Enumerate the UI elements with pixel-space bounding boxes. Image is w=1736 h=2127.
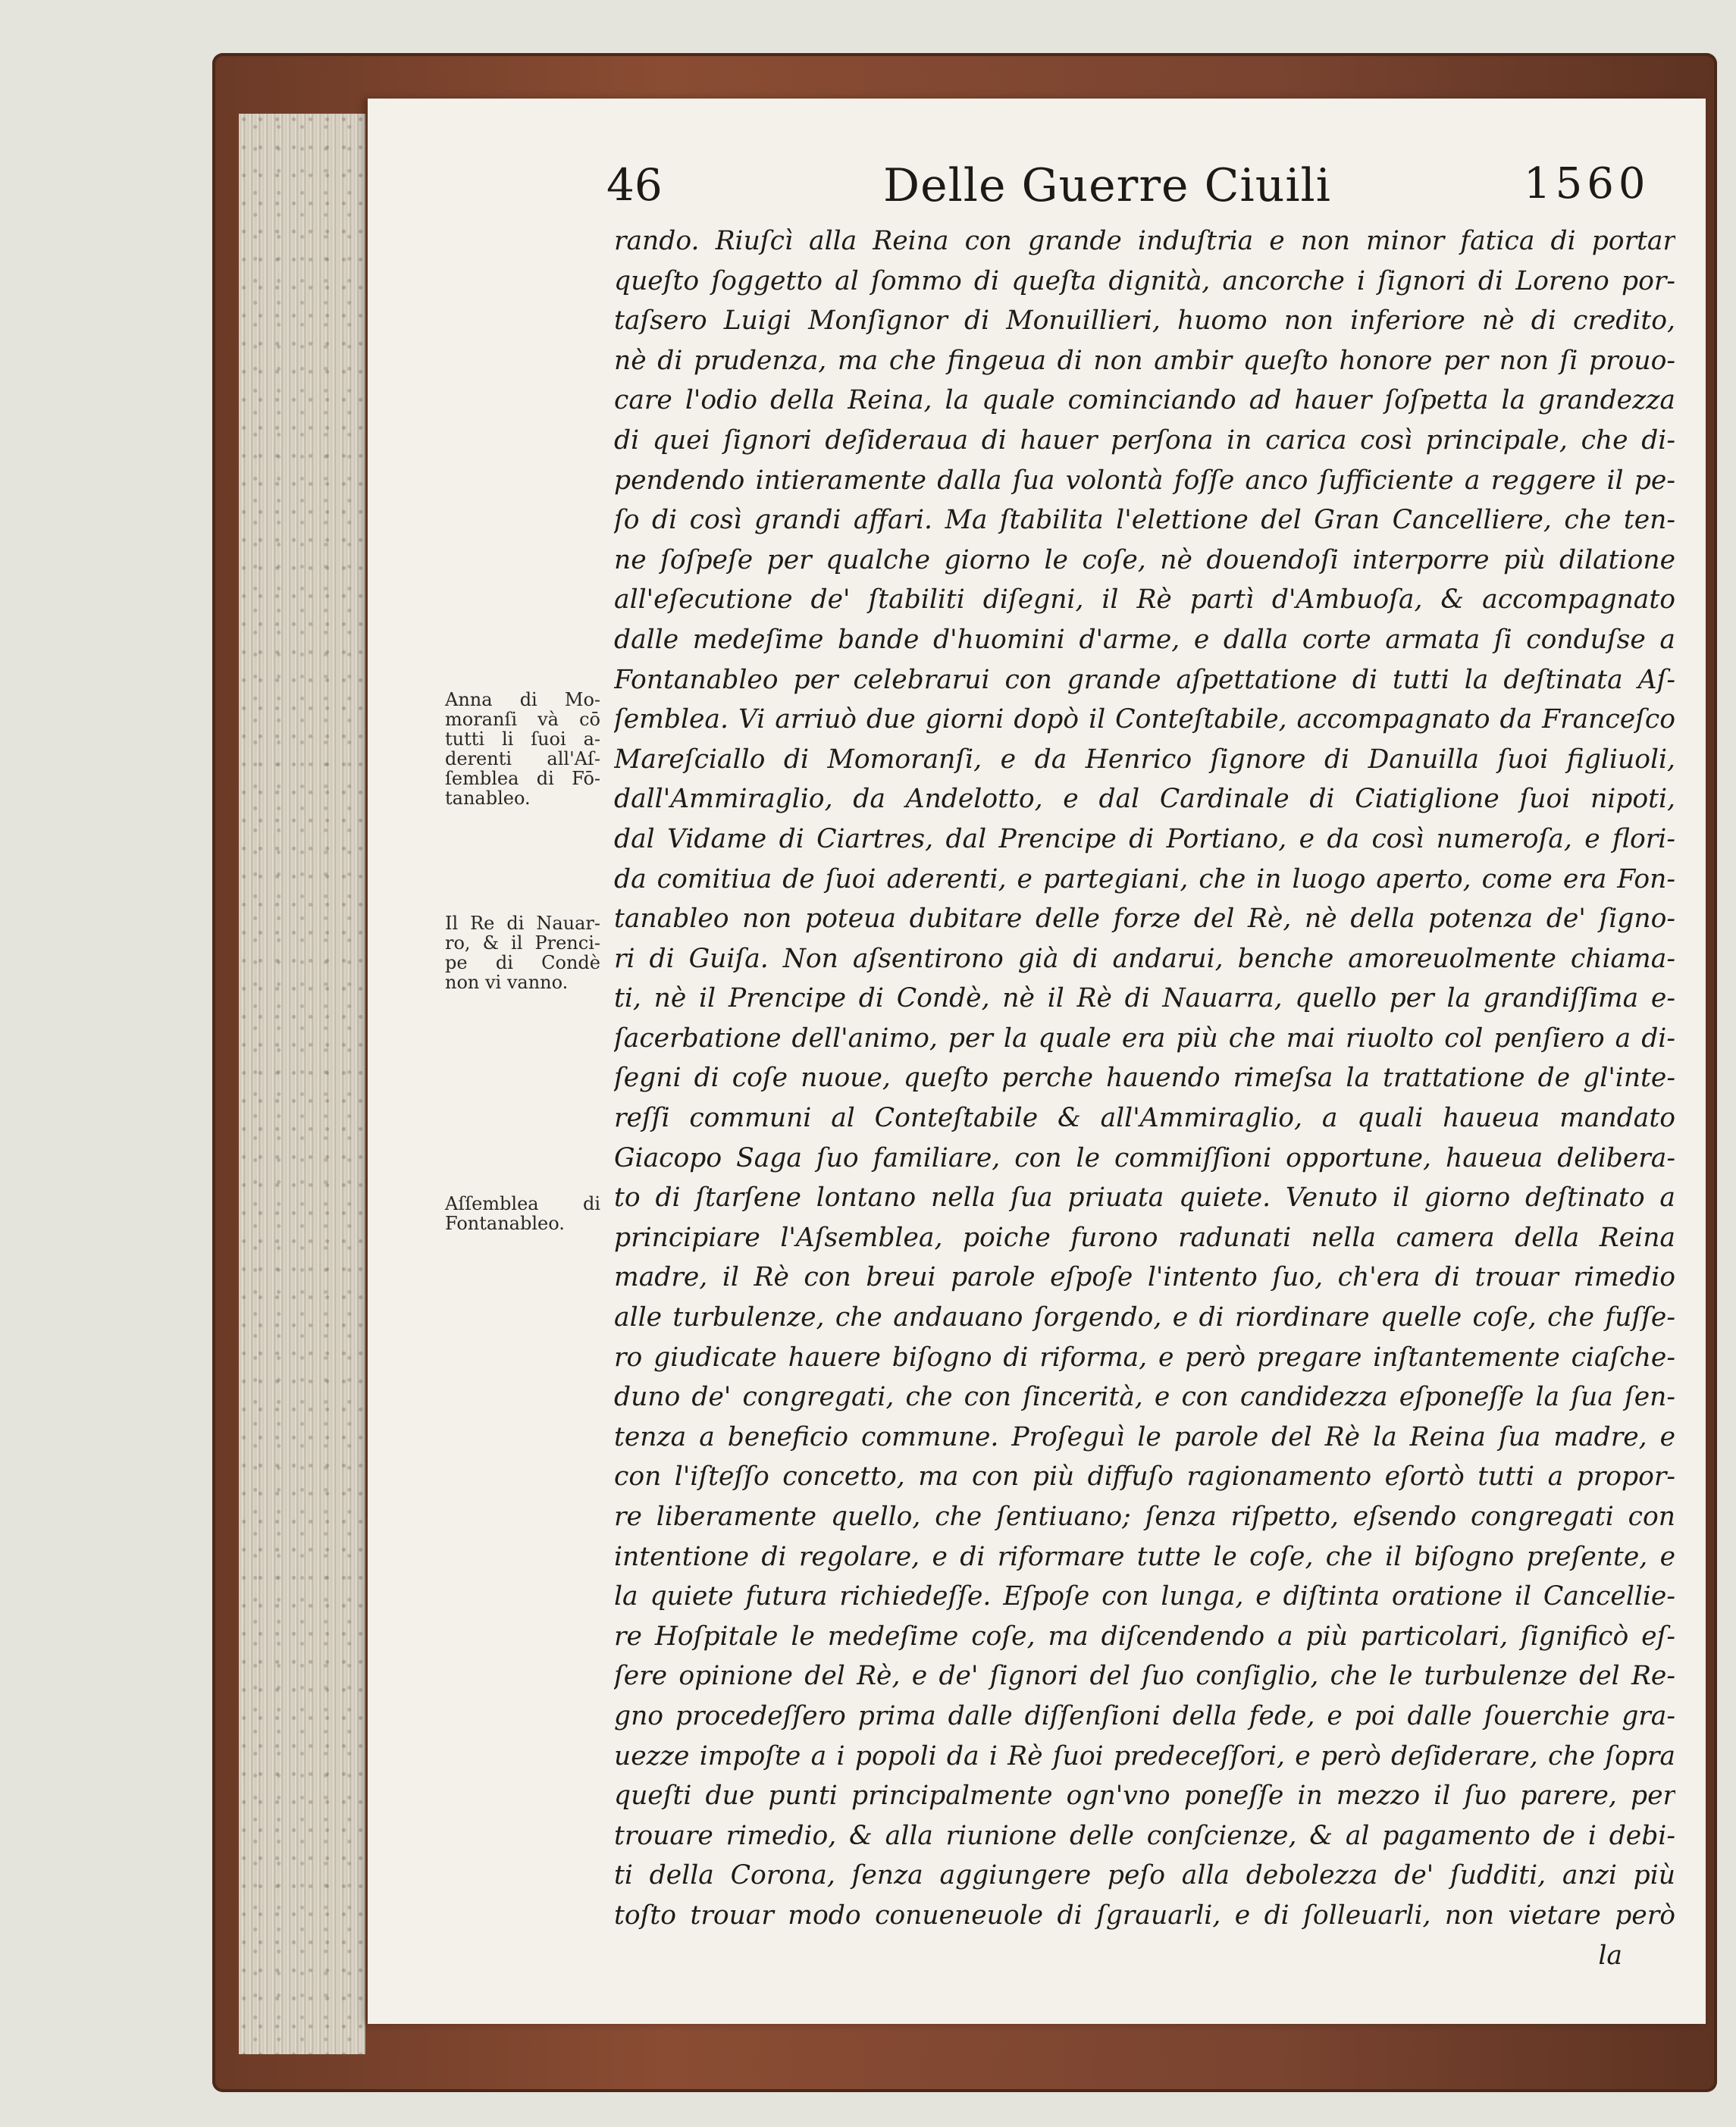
margin-note-line: derenti all'Aſ- [445,748,600,769]
margin-note-anna [445,690,600,808]
text-line: dall'Ammiraglio, da Andelotto, e dal Cardinale di Ciatiglione ſuoi nipoti, [614,784,1675,815]
text-line: tenza a beneficio commune. Proſeguì le parole del Rè la Reina ſua madre, e [614,1421,1675,1452]
year-heading: 1560 [1524,159,1650,208]
text-line: reſſi communi al Conteſtabile & all'Ammiraglio, a quali haueua mandato [614,1103,1675,1134]
text-line: dal Vidame di Ciartres, dal Prencipe di Portiano, e da così numeroſa, e flori- [614,823,1675,854]
text-line: queſto ſoggetto al ſommo di queſta dignità, ancorche i ſignori di Loreno por- [614,265,1675,296]
text-line: Fontanableo per celebrarui con grande aſpettatione di tutti la deſtinata Aſ- [614,664,1675,695]
text-line: madre, il Rè con breui parole eſpoſe l'intento ſuo, ch'era di trouar rimedio [614,1262,1675,1293]
margin-note-line: ro, & il Prenci- [445,932,600,954]
text-line: ſemblea. Vi arriuò due giorni dopò il Conteſtabile, accompagnato da Franceſco [614,704,1675,735]
text-line: ti della Corona, ſenza aggiungere peſo alla debolezza de' ſudditi, anzi più [614,1860,1675,1891]
text-line: duno de' congregati, che con ſincerità, e con candidezza eſponeſſe la ſua ſen- [614,1382,1675,1413]
text-line: ſegni di coſe nuoue, queſto perche hauendo rimeſsa la trattatione de gl'inte- [614,1063,1675,1094]
text-line: la [1598,1940,1622,1971]
text-line: trouare rimedio, & alla riunione delle conſcienze, & al pagamento de i debi- [614,1820,1675,1851]
text-line: con l'iſteſſo concetto, ma con più diffuſo ragionamento eſortò tutti a propor- [614,1461,1675,1493]
text-line: dalle medeſime bande d'huomini d'arme, e dalla corte armata ſi conduſse a [614,624,1675,655]
text-line: queſti due punti principalmente ogn'vno poneſſe in mezzo il ſuo parere, per [614,1781,1675,1812]
text-line: ſacerbatione dell'animo, per la quale era più che mai riuolto col penſiero a di- [614,1023,1675,1054]
text-line: pendendo intieramente dalla ſua volontà foſſe anco ſufficiente a reggere il pe- [614,465,1675,496]
text-line: rando. Riuſcì alla Reina con grande induſtria e non minor fatica di portar [614,226,1675,256]
page-header [368,159,1706,227]
text-line: care l'odio della Reina, la quale cominciando ad hauer ſoſpetta la grandezza [614,385,1675,416]
text-line: ri di Guiſa. Non aſsentirono già di andarui, benche amoreuolmente chiama- [614,943,1675,974]
text-line: uezze impoſte a i popoli da i Rè ſuoi predeceſſori, e però deſiderare, che ſopra [614,1740,1675,1771]
text-line: gno procedeſſero prima dalle diſſenſioni della fede, e poi dalle ſouerchie gra- [614,1700,1675,1731]
text-line: intentione di regolare, e di riformare tutte le coſe, che il biſogno preſente, e [614,1541,1675,1572]
text-line: di quei ſignori deſideraua di hauer perſona in carica così principale, che di- [614,424,1675,456]
margin-note-line: pe di Condè [445,952,600,973]
text-line: ro giudicate hauere biſogno di riforma, e però pregare inſtantemente ciaſche- [614,1342,1675,1373]
edge-speckle [239,114,364,2054]
text-line: alle turbulenze, che andauano ſorgendo, e di riordinare quelle coſe, che fuſſe- [614,1302,1675,1333]
text-line: ſere opinione del Rè, e de' ſignori del ſuo conſiglio, che le turbulenze del Re- [614,1661,1675,1692]
margin-note-line: Il Re di Nauar- [445,913,600,934]
margin-note-line: Aſſemblea di [445,1193,600,1214]
body-text [614,221,1675,1975]
margin-note-line: non vi vanno. [445,972,569,993]
text-line: all'eſecutione de' ſtabiliti diſegni, il Rè partì d'Ambuoſa, & accompagnato [614,584,1675,616]
text-line: tanableo non poteua dubitare delle forze del Rè, nè della potenza de' ſigno- [614,904,1675,935]
running-title: Delle Guerre Ciuili [883,159,1331,212]
page-number: 46 [606,159,663,211]
text-line: to di ſtarſene lontano nella ſua priuata quiete. Venuto il giorno deſtinato a [614,1183,1675,1214]
margin-note-line: Anna di Mo- [445,689,600,710]
margin-note-navarra [445,913,600,992]
margin-note-line: tanableo. [445,788,531,809]
text-line: Giacopo Saga ſuo familiare, con le commiſſioni opportune, haueua delibera- [614,1142,1675,1173]
text-line: nè di prudenza, ma che fingeua di non ambir queſto honore per non ſi prouo- [614,345,1675,376]
text-line: la quiete futura richiedeſſe. Eſpoſe con lunga, e diſtinta oratione il Cancellie- [614,1581,1675,1612]
margin-note-line: Fontanableo. [445,1213,565,1234]
text-line: re Hoſpitale le medeſime coſe, ma diſcendendo a più particolari, ſignificò eſ- [614,1621,1675,1652]
page-stack-edge [239,114,365,2054]
text-line: ne ſoſpeſe per qualche giorno le coſe, nè douendoſi interporre più dilatione [614,544,1675,575]
margin-note-line: ſemblea di Fō- [445,768,600,789]
margin-note-line: moranſi và cō [445,709,600,730]
book-page [368,99,1706,2024]
text-line: taſsero Luigi Monſignor di Monuillieri, huomo non inferiore nè di credito, [614,305,1675,337]
text-line: re liberamente quello, che ſentiuano; ſenza riſpetto, eſsendo congregati con [614,1502,1675,1532]
text-line: da comitiua de ſuoi aderenti, e partegiani, che in luogo aperto, come era Fon- [614,863,1675,894]
text-line: toſto trouar modo conueneuole di ſgrauarli, e di ſolleuarli, non vietare però [614,1900,1675,1931]
margin-note-assemblea [445,1194,600,1233]
text-line: principiare l'Aſsemblea, poiche furono radunati nella camera della Reina [614,1222,1675,1253]
text-line: ſo di così grandi affari. Ma ſtabilita l'elettione del Gran Cancelliere, che ten- [614,505,1675,536]
text-line: Mareſciallo di Momoranſi, e da Henrico ſignore di Danuilla ſuoi figliuoli, [614,744,1675,775]
text-line: ti, nè il Prencipe di Condè, nè il Rè di Nauarra, quello per la grandiſſima e- [614,983,1675,1014]
margin-note-line: tutti li ſuoi a- [445,728,600,750]
